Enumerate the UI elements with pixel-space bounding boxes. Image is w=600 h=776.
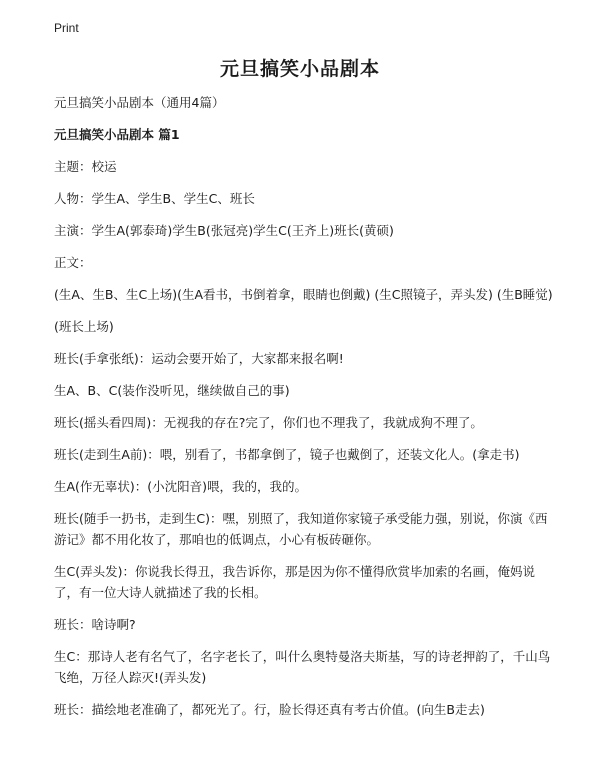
text-paragraph: 班长：描绘地老准确了，都死光了。行，脸长得还真有考古价值。(向生B走去) [54,702,485,717]
subtitle-paragraph: 元旦搞笑小品剧本（通用4篇） [54,95,225,110]
text-paragraph: 班长(随手一扔书，走到生C)：嘿，别照了，我知道你家镜子承受能力强，别说，你演《西游记》都不用化妆了，那咱也的低调点，小心有板砖砸你。 [54,511,548,547]
text-paragraph: 主演：学生A(郭泰琦)学生B(张冠亮)学生C(王齐上)班长(黄硕) [54,223,394,238]
document-body [54,92,554,731]
text-paragraph: 生A(作无辜状)：(小沈阳音)喂，我的，我的。 [54,479,308,494]
text-paragraph: (生A、生B、生C上场)(生A看书，书倒着拿，眼睛也倒戴) (生C照镜子，弄头发) (生B睡觉) [54,287,553,302]
print-label: Print [54,21,79,35]
text-paragraph: 班长：啥诗啊? [54,617,136,632]
page-title: 元旦搞笑小品剧本 [219,58,380,80]
text-paragraph: 生A、B、C(装作没听见，继续做自己的事) [54,383,290,398]
text-paragraph: 生C：那诗人老有名气了，名字老长了，叫什么奥特曼洛夫斯基，写的诗老押韵了，千山鸟飞绝，万径人踪灭!(弄头发) [54,649,551,685]
text-paragraph: 班长(走到生A前)：喂，别看了，书都拿倒了，镜子也戴倒了，还装文化人。(拿走书) [54,447,520,462]
text-paragraph: 正文： [54,255,92,270]
text-paragraph: 生C(弄头发)：你说我长得丑，我告诉你，那是因为你不懂得欣赏毕加索的名画，俺妈说了，有一位大诗人就描述了我的长相。 [54,564,535,600]
text-paragraph: 班长(摇头看四周)：无视我的存在?完了，你们也不理我了，我就成狗不理了。 [54,415,483,430]
section-heading: 元旦搞笑小品剧本 篇1 [54,127,180,142]
text-paragraph: 班长(手拿张纸)：运动会要开始了，大家都来报名啊! [54,351,344,366]
text-paragraph: (班长上场) [54,319,114,334]
text-paragraph: 主题：校运 [54,159,117,174]
text-paragraph: 人物：学生A、学生B、学生C、班长 [54,191,255,206]
